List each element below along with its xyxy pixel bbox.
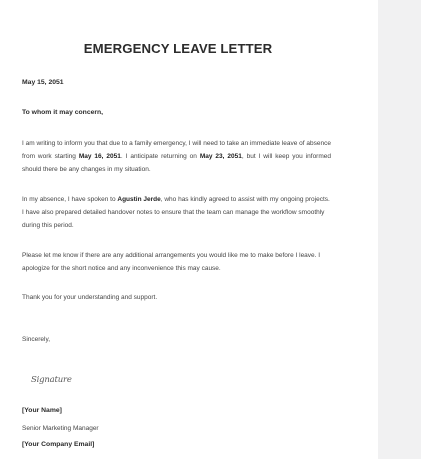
sender-role: Senior Marketing Manager [22,425,99,432]
return-date: May 23, 2051 [199,153,242,161]
paragraph-text: In my absence, I have spoken to [22,196,118,203]
sender-email: [Your Company Email] [22,441,95,448]
paragraph-text: , but I will keep you informed should there be any changes in my situation. [22,153,331,174]
paragraph-arrangements: Please let me know if there are any additional arrangements you would like me to make before I leave. I apologize for the short notice and any inconvenience this may cause. [22,252,321,273]
closing: Sincerely, [22,336,51,343]
letter-title: EMERGENCY LEAVE LETTER [83,41,273,56]
paragraph-text: . I anticipate returning on [120,153,200,161]
sender-name: [Your Name] [22,407,62,414]
side-panel [378,0,421,459]
colleague-name: Agustin Jerde [117,196,161,203]
leave-start-date: May 16, 2051 [78,153,121,161]
paragraph-leave-notice [22,137,331,177]
salutation: To whom it may concern, [22,109,104,116]
paragraph-text: I am writing to inform you that due to a family emergency, I will need to take an immediate leave of absence from work starting [22,140,331,161]
letter-date: May 15, 2051 [22,79,64,86]
signature-image: Signature [31,375,72,385]
paragraph-text: , who has kindly agreed to assist with my ongoing projects. I have also prepared detailed handover notes to ensure that the team can manage the workflow smoothly during this period. [22,196,330,230]
paragraph-handover [22,193,331,233]
paragraph-thanks: Thank you for your understanding and support. [22,294,158,301]
